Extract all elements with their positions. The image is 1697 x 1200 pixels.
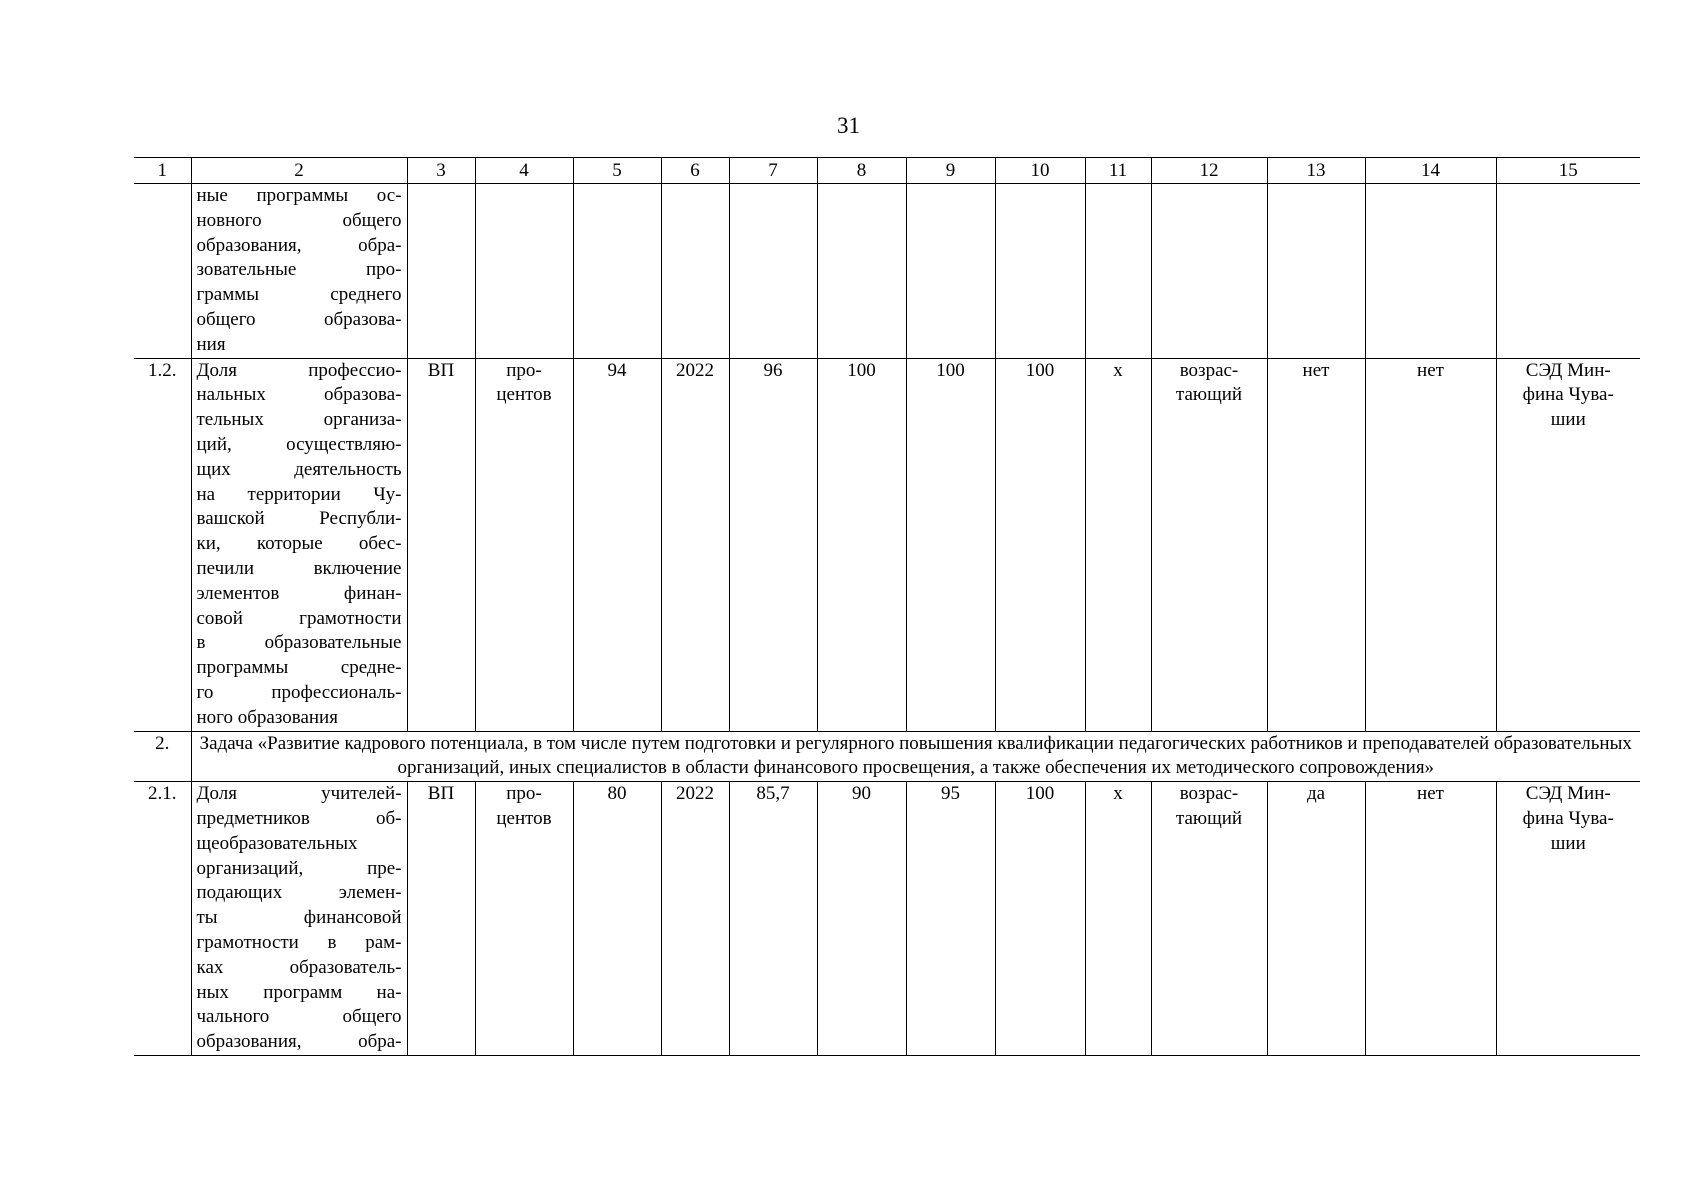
trend-cell bbox=[1151, 782, 1267, 1056]
indicator-line: общего образова- bbox=[196, 308, 402, 330]
indicator-line: образования, обра- bbox=[196, 234, 402, 256]
header-cell: 13 bbox=[1267, 158, 1365, 184]
row-number-cell: 2.1. bbox=[134, 782, 191, 1056]
indicator-line: го профессиональ- bbox=[196, 681, 402, 703]
indicator-line: граммы среднего bbox=[196, 284, 402, 306]
value-cell: 95 bbox=[906, 782, 995, 1056]
task-row bbox=[134, 731, 1640, 782]
indicator-line: элементов финан- bbox=[196, 582, 402, 604]
header-cell: 6 bbox=[661, 158, 729, 184]
header-cell: 12 bbox=[1151, 158, 1267, 184]
unit-line: центов bbox=[496, 807, 552, 829]
indicator-line: печили включение bbox=[196, 557, 402, 579]
indicator-line: ты финансовой bbox=[196, 907, 402, 929]
indicator-line: зовательные про- bbox=[196, 259, 402, 281]
column-number-header-row bbox=[134, 158, 1640, 184]
column-14-cell: нет bbox=[1365, 358, 1496, 731]
header-cell: 8 bbox=[817, 158, 906, 184]
base-value-cell: 94 bbox=[573, 358, 661, 731]
source-line: СЭД Мин- bbox=[1525, 783, 1611, 805]
row-number-cell bbox=[134, 184, 191, 359]
indicator-type-cell: ВП bbox=[407, 358, 475, 731]
indicator-line: на территории Чу- bbox=[196, 483, 402, 505]
value-cell: 100 bbox=[995, 358, 1085, 731]
indicator-line: ций, осуществляю- bbox=[196, 433, 402, 455]
indicators-table bbox=[134, 157, 1640, 1056]
task-text-cell: Задача «Развитие кадрового потенциала, в том числе путем подготовки и регулярного повышения квалификации педагогических работников и преподавателей образовательных организаций, иных специалистов в области финансового просвещения, а также обеспечения их методического сопровождения» bbox=[191, 731, 1640, 782]
indicator-line: вашской Республи- bbox=[196, 508, 402, 530]
indicator-type-cell: ВП bbox=[407, 782, 475, 1056]
indicator-line: ках образователь- bbox=[196, 956, 402, 978]
header-cell: 4 bbox=[475, 158, 573, 184]
indicator-line: подающих элемен- bbox=[196, 882, 402, 904]
continuation-row bbox=[134, 184, 1640, 359]
source-line: фина Чува- bbox=[1522, 807, 1614, 829]
indicator-line: грамотности в рам- bbox=[196, 931, 402, 953]
value-cell: 100 bbox=[817, 358, 906, 731]
indicator-line: нальных образова- bbox=[196, 384, 402, 406]
header-cell: 9 bbox=[906, 158, 995, 184]
header-cell: 10 bbox=[995, 158, 1085, 184]
indicator-line: образования, обра- bbox=[196, 1031, 402, 1053]
indicator-line: Доля профессио- bbox=[196, 359, 402, 381]
indicator-line: предметников об- bbox=[196, 807, 402, 829]
base-year-cell: 2022 bbox=[661, 782, 729, 1056]
indicator-line: организаций, пре- bbox=[196, 857, 402, 879]
source-line: шии bbox=[1550, 409, 1586, 431]
column-13-cell: да bbox=[1267, 782, 1365, 1056]
table-row bbox=[134, 782, 1640, 1056]
header-cell: 15 bbox=[1496, 158, 1640, 184]
value-cell: 90 bbox=[817, 782, 906, 1056]
indicator-line: ния bbox=[196, 333, 226, 355]
header-cell: 1 bbox=[134, 158, 191, 184]
header-cell: 11 bbox=[1085, 158, 1151, 184]
source-line: СЭД Мин- bbox=[1525, 359, 1611, 381]
unit-line: про- bbox=[506, 783, 542, 805]
source-cell bbox=[1496, 358, 1640, 731]
header-cell: 7 bbox=[729, 158, 817, 184]
trend-line: тающий bbox=[1175, 807, 1243, 829]
header-cell: 5 bbox=[573, 158, 661, 184]
indicator-line: тельных организа- bbox=[196, 409, 402, 431]
indicator-line: совой грамотности bbox=[196, 607, 402, 629]
indicator-line: новного общего bbox=[196, 209, 402, 231]
indicator-line: Доля учителей- bbox=[196, 783, 402, 805]
indicator-line: ные программы ос- bbox=[196, 185, 402, 206]
header-cell: 14 bbox=[1365, 158, 1496, 184]
source-cell bbox=[1496, 782, 1640, 1056]
page-number: 31 bbox=[837, 113, 860, 138]
trend-line: возрас- bbox=[1179, 783, 1239, 805]
base-value-cell: 80 bbox=[573, 782, 661, 1056]
value-cell: 100 bbox=[906, 358, 995, 731]
trend-cell bbox=[1151, 358, 1267, 731]
header-cell: 3 bbox=[407, 158, 475, 184]
column-13-cell: нет bbox=[1267, 358, 1365, 731]
value-cell: х bbox=[1085, 358, 1151, 731]
indicator-line: щих деятельность bbox=[196, 458, 402, 480]
row-number-cell: 1.2. bbox=[134, 358, 191, 731]
indicator-line: ного образования bbox=[196, 706, 338, 728]
header-cell: 2 bbox=[191, 158, 407, 184]
source-line: фина Чува- bbox=[1522, 384, 1614, 406]
indicator-line: щеобразовательных bbox=[196, 832, 358, 854]
indicator-line: ки, которые обес- bbox=[196, 533, 402, 555]
unit-line: центов bbox=[496, 384, 552, 406]
indicator-line: чального общего bbox=[196, 1006, 402, 1028]
trend-line: тающий bbox=[1175, 384, 1243, 406]
value-cell: 96 bbox=[729, 358, 817, 731]
indicator-line: в образовательные bbox=[196, 632, 402, 654]
value-cell: х bbox=[1085, 782, 1151, 1056]
value-cell: 100 bbox=[995, 782, 1085, 1056]
value-cell: 85,7 bbox=[729, 782, 817, 1056]
indicator-line: программы средне- bbox=[196, 657, 402, 679]
trend-line: возрас- bbox=[1179, 359, 1239, 381]
indicator-name-cell bbox=[191, 782, 407, 1056]
unit-line: про- bbox=[506, 359, 542, 381]
base-year-cell: 2022 bbox=[661, 358, 729, 731]
indicator-name-cell bbox=[191, 358, 407, 731]
source-line: шии bbox=[1550, 832, 1586, 854]
indicator-name-cell bbox=[191, 184, 407, 359]
row-number-cell: 2. bbox=[134, 731, 191, 782]
unit-cell bbox=[475, 358, 573, 731]
unit-cell bbox=[475, 782, 573, 1056]
table-row bbox=[134, 358, 1640, 731]
column-14-cell: нет bbox=[1365, 782, 1496, 1056]
indicator-line: ных программ на- bbox=[196, 981, 402, 1003]
